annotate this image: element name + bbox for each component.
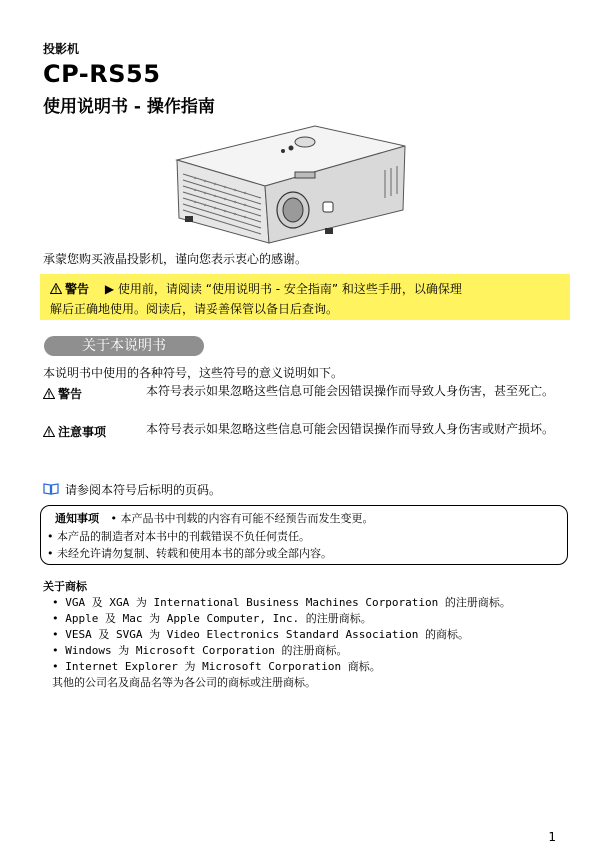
- trademark-item: • VGA 及 XGA 为 International Business Machines Corporation 的注册商标。: [52, 596, 511, 609]
- document-subtitle: 使用说明书 - 操作指南: [43, 97, 215, 117]
- notice-line-1: [55, 510, 373, 526]
- notice-item-1: • 本产品书中刊载的内容有可能不经预告而发生变更。: [110, 512, 374, 525]
- projector-illustration: [165, 118, 415, 253]
- symbol-caution-text: 本符号表示如果忽略这些信息可能会因错误操作而导致人身伤害或财产损坏。: [146, 422, 555, 436]
- section-description: 本说明书中使用的各种符号，这些符号的意义说明如下。: [43, 366, 344, 380]
- notice-label: 通知事项: [55, 512, 99, 525]
- symbol-caution-label-row: [43, 421, 106, 440]
- notice-item-2: • 本产品的制造者对本书中的刊载错误不负任何责任。: [47, 530, 310, 543]
- intro-text: 承蒙您购买液晶投影机，谨向您表示衷心的感谢。: [43, 252, 308, 266]
- trademarks-footer: 其他的公司名及商品名等为各公司的商标或注册商标。: [52, 676, 316, 689]
- trademarks-title: 关于商标: [43, 580, 87, 593]
- trademark-item: • VESA 及 SVGA 为 Video Electronics Standard Association 的商标。: [52, 628, 469, 641]
- warning-triangle-icon: [43, 388, 55, 399]
- caution-triangle-icon: [43, 426, 55, 437]
- symbol-caution-label: 注意事项: [58, 425, 107, 439]
- book-note-row: [43, 481, 221, 498]
- section-title: 关于本说明书: [44, 336, 204, 356]
- page-number: 1: [548, 830, 556, 844]
- arrow-icon: ▶: [104, 282, 115, 296]
- symbol-warning-label: 警告: [58, 387, 83, 401]
- notice-box: [40, 505, 568, 565]
- warning-text-2: 解后正确地使用。阅读后，请妥善保管以备日后查询。: [50, 302, 339, 316]
- model-name: CP-RS55: [43, 60, 161, 88]
- book-note-text: 请参阅本符号后标明的页码。: [65, 483, 222, 497]
- document-category: 投影机: [43, 42, 80, 56]
- trademark-item: • Internet Explorer 为 Microsoft Corporation 商标。: [52, 660, 381, 673]
- warning-text-1: 使用前，请阅读 “使用说明书 - 安全指南” 和这些手册，以确保理: [117, 282, 462, 296]
- symbol-warning-text: 本符号表示如果忽略这些信息可能会因错误操作而导致人身伤害，甚至死亡。: [146, 384, 555, 398]
- trademark-item: • Windows 为 Microsoft Corporation 的注册商标。: [52, 644, 348, 657]
- symbol-warning-label-row: [43, 383, 82, 402]
- trademark-item: • Apple 及 Mac 为 Apple Computer, Inc. 的注册商标。: [52, 612, 372, 625]
- warning-line-1: [50, 280, 462, 297]
- notice-item-3: • 未经允许请勿复制、转载和使用本书的部分或全部内容。: [47, 547, 332, 560]
- warning-triangle-icon: [50, 283, 62, 294]
- warning-label: 警告: [65, 282, 90, 296]
- book-icon: [43, 483, 59, 495]
- warning-box: [40, 274, 570, 320]
